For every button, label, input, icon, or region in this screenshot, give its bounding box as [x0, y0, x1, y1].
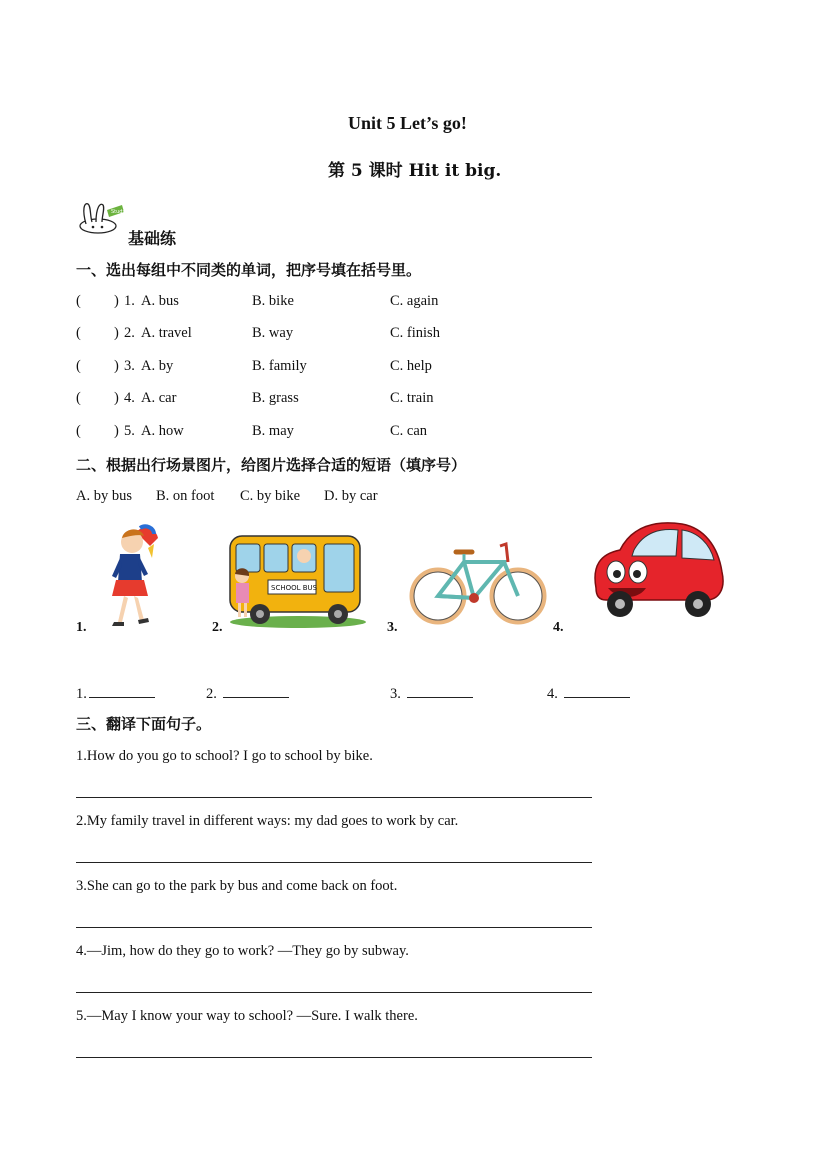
rabbit-icon [76, 200, 126, 236]
answer-blank-2 [206, 683, 289, 703]
bus-sign-text: SCHOOL BUS [271, 584, 318, 592]
option-a: A. car [141, 390, 177, 406]
item-number: 1. [124, 293, 135, 309]
answer-paren-open: ( [76, 423, 81, 439]
answer-blank-1 [76, 683, 155, 703]
answer-line[interactable] [76, 992, 592, 993]
option-b: B. bike [252, 293, 294, 309]
answer-paren-close: ) [114, 325, 119, 341]
red-car-image [586, 516, 728, 620]
translate-sentence: 1.How do you go to school? I go to school by bike. [76, 748, 373, 764]
picture-number: 1. [76, 620, 87, 635]
option-a: A. by [141, 358, 174, 374]
translate-sentence: 3.She can go to the park by bus and come back on foot. [76, 878, 398, 894]
option-a: A. how [141, 423, 184, 439]
answer-label: 1. [76, 686, 87, 702]
option-a: A. bus [141, 293, 179, 309]
answer-paren-close: ) [114, 390, 119, 406]
translate-sentence: 5.—May I know your way to school? —Sure. I walk there. [76, 1008, 418, 1024]
answer-line[interactable] [223, 683, 289, 698]
item-number: 4. [124, 390, 135, 406]
option-b: B. way [252, 325, 294, 341]
option-b: B. grass [252, 390, 299, 406]
option-c: C. again [390, 293, 439, 309]
picture-number: 4. [553, 620, 564, 635]
option-b: B. may [252, 423, 294, 439]
answer-label: 3. [390, 686, 401, 702]
option-c: C. can [390, 423, 428, 439]
section3-heading: 三、翻译下面句子。 [76, 715, 212, 733]
badge-text: Study [111, 209, 126, 215]
answer-paren-close: ) [114, 423, 119, 439]
phrase-option: A. by bus [76, 488, 132, 504]
picture-number: 2. [212, 620, 223, 635]
answer-line[interactable] [76, 927, 592, 928]
bicycle-image [408, 536, 548, 628]
option-c: C. finish [390, 325, 440, 341]
lesson-subtitle: 第 5 课时 Hit it big. [328, 161, 502, 181]
walking-girl-image [92, 518, 164, 636]
section2-heading: 二、根据出行场景图片，给图片选择合适的短语（填序号） [76, 456, 467, 474]
item-number: 2. [124, 325, 135, 341]
answer-paren-open: ( [76, 358, 81, 374]
basic-practice-label: 基础练 [128, 229, 177, 248]
answer-line[interactable] [76, 1057, 592, 1058]
option-c: C. train [390, 390, 434, 406]
answer-label: 2. [206, 686, 217, 702]
picture-number: 3. [387, 620, 398, 635]
option-c: C. help [390, 358, 432, 374]
phrase-option: D. by car [324, 488, 378, 504]
answer-blank-4 [547, 683, 630, 703]
answer-label: 4. [547, 686, 558, 702]
item-number: 3. [124, 358, 135, 374]
page-title: Unit 5 Let’s go! [348, 113, 467, 133]
school-bus-image [224, 530, 370, 630]
answer-line[interactable] [89, 683, 155, 698]
answer-line[interactable] [407, 683, 473, 698]
answer-paren-open: ( [76, 293, 81, 309]
translate-sentence: 4.—Jim, how do they go to work? —They go by subway. [76, 943, 409, 959]
option-b: B. family [252, 358, 307, 374]
answer-blank-3 [390, 683, 473, 703]
translate-sentence: 2.My family travel in different ways: my dad goes to work by car. [76, 813, 459, 829]
answer-paren-open: ( [76, 325, 81, 341]
answer-paren-close: ) [114, 358, 119, 374]
phrase-option: C. by bike [240, 488, 301, 504]
answer-paren-open: ( [76, 390, 81, 406]
section1-heading: 一、选出每组中不同类的单词，把序号填在括号里。 [76, 261, 422, 279]
answer-paren-close: ) [114, 293, 119, 309]
item-number: 5. [124, 423, 135, 439]
option-a: A. travel [141, 325, 192, 341]
answer-line[interactable] [564, 683, 630, 698]
phrase-option: B. on foot [156, 488, 215, 504]
answer-line[interactable] [76, 797, 592, 798]
answer-line[interactable] [76, 862, 592, 863]
